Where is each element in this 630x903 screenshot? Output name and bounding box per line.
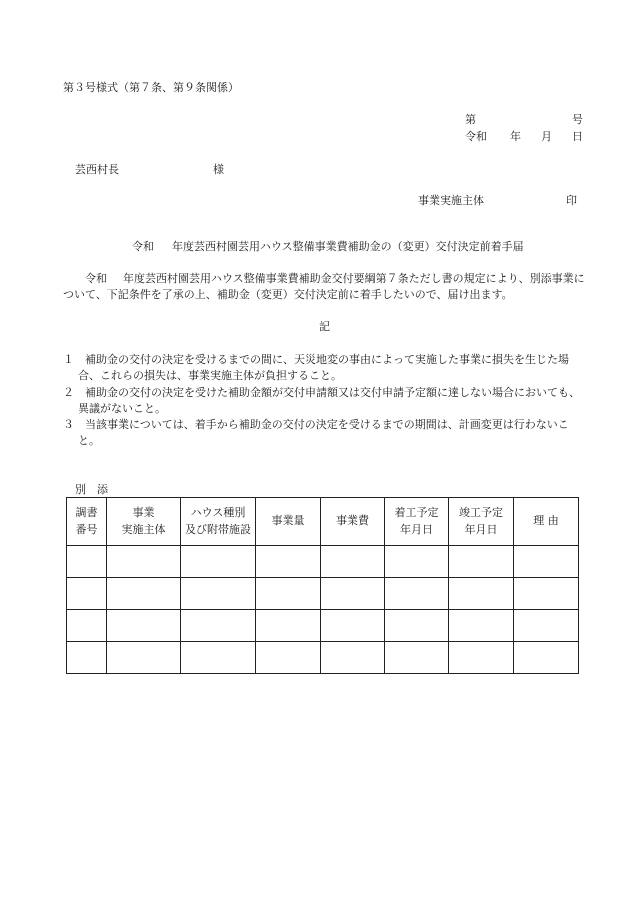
title-era: 令和 bbox=[132, 240, 154, 253]
condition-item bbox=[63, 352, 585, 384]
body-era: 令和 bbox=[85, 272, 107, 285]
column-header-start-date: 着工予定 年月日 bbox=[385, 498, 449, 546]
condition-text: 補助金の交付の決定を受けた補助金額が交付申請額又は交付申請予定額に達しない場合においても、異議がないこと。 bbox=[78, 386, 580, 415]
condition-number: １ bbox=[63, 353, 74, 366]
document-title: 年度芸西村園芸用ハウス整備事業費補助金の（変更）交付決定前着手届 bbox=[172, 240, 524, 253]
date-era: 令和 bbox=[465, 130, 487, 143]
condition-text: 補助金の交付の決定を受けるまでの間に、天災地変の事由によって実施した事業に損失を生じた場合、これらの損失は、事業実施主体が負担すること。 bbox=[78, 353, 569, 382]
column-header-project-cost: 事業費 bbox=[321, 498, 385, 546]
body-paragraph bbox=[63, 271, 585, 303]
column-header-survey-number: 調書 番号 bbox=[67, 498, 107, 546]
annex-label: 別 添 bbox=[75, 483, 108, 496]
date-year: 年 bbox=[510, 130, 521, 143]
column-header-project-volume: 事業量 bbox=[256, 498, 321, 546]
applicant-label: 事業実施主体 bbox=[418, 194, 484, 207]
condition-item bbox=[63, 417, 585, 449]
condition-number: ２ bbox=[63, 386, 74, 399]
condition-text: 当該事業については、着手から補助金の交付の決定を受けるまでの期間は、計画変更は行わないこと。 bbox=[78, 418, 569, 447]
column-header-reason: 理 由 bbox=[514, 498, 579, 546]
column-header-house-type: ハウス種別 及び附帯施設 bbox=[181, 498, 256, 546]
condition-number: ３ bbox=[63, 418, 74, 431]
date-month: 月 bbox=[541, 130, 552, 143]
table-row bbox=[67, 610, 579, 642]
table-row bbox=[67, 642, 579, 674]
column-header-implementer: 事業 実施主体 bbox=[107, 498, 181, 546]
table-row bbox=[67, 546, 579, 578]
table-row bbox=[67, 578, 579, 610]
seal-mark: 印 bbox=[566, 194, 577, 207]
table-header-row bbox=[67, 498, 579, 546]
date-day: 日 bbox=[572, 130, 583, 143]
recipient-name: 芸西村長 bbox=[75, 163, 119, 176]
doc-number-prefix: 第 bbox=[465, 113, 476, 126]
condition-item bbox=[63, 385, 585, 417]
form-number: 第３号様式（第７条、第９条関係） bbox=[63, 81, 239, 94]
body-text: 年度芸西村園芸用ハウス整備事業費補助金交付要綱第７条ただし書の規定により、別添事業について、下記条件を了承の上、補助金（変更）交付決定前に着手したいので、届け出ます。 bbox=[63, 272, 585, 301]
column-header-completion-date: 竣工予定 年月日 bbox=[449, 498, 514, 546]
doc-number-suffix: 号 bbox=[572, 113, 583, 126]
annex-table bbox=[66, 497, 579, 674]
ki-heading: 記 bbox=[319, 320, 330, 333]
recipient-honorific: 様 bbox=[213, 163, 224, 176]
